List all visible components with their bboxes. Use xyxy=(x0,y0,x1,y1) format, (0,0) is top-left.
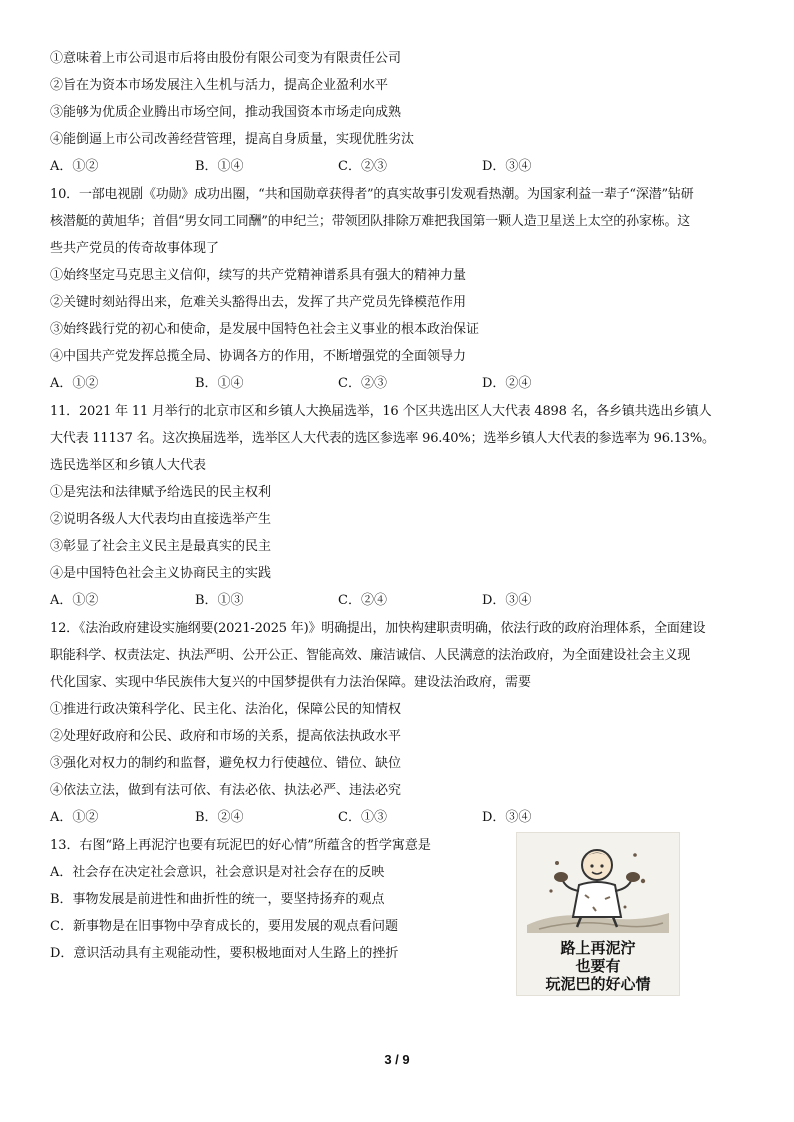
q9-item-1: ①意味着上市公司退市后将由股份有限公司变为有限责任公司 xyxy=(50,51,402,66)
q10-item-2: ②关键时刻站得出来，危难关头豁得出去，发挥了共产党员先锋模范作用 xyxy=(50,295,467,310)
q11-item-2: ②说明各级人大代表均由直接选举产生 xyxy=(50,512,272,527)
q10-item-4: ④中国共产党发挥总揽全局、协调各方的作用，不断增强党的全面领导力 xyxy=(50,349,467,364)
q12-options xyxy=(50,809,750,827)
q13-choice-d: D．意识活动具有主观能动性，要积极地面对人生路上的挫折 xyxy=(50,946,399,961)
q13-stem: 13．右图“路上再泥泞也要有玩泥巴的好心情”所蕴含的哲学寓意是 xyxy=(50,838,431,853)
q9-options xyxy=(50,158,750,176)
q10-option-b: B．①④ xyxy=(195,376,244,391)
q9-option-a: A．①② xyxy=(50,159,99,174)
q11-item-1: ①是宪法和法律赋予给选民的民主权利 xyxy=(50,485,272,500)
q9-option-d: D．③④ xyxy=(482,159,532,174)
q11-item-4: ④是中国特色社会主义协商民主的实践 xyxy=(50,566,272,581)
illustration-caption-line-3: 玩泥巴的好心情 xyxy=(545,975,651,993)
q12-stem-line-3: 代化国家、实现中华民族伟大复兴的中国梦提供有力法治保障。建设法治政府，需要 xyxy=(50,675,532,690)
q12-item-3: ③强化对权力的制约和监督，避免权力行使越位、错位、缺位 xyxy=(50,756,402,771)
q11-option-c: C．②④ xyxy=(338,593,387,608)
q9-option-b: B．①④ xyxy=(195,159,244,174)
q10-option-d: D．②④ xyxy=(482,376,532,391)
page-number: 3 / 9 xyxy=(384,1052,410,1067)
q9-item-2: ②旨在为资本市场发展注入生机与活力，提高企业盈利水平 xyxy=(50,78,389,93)
q12-item-4: ④依法立法，做到有法可依、有法必依、执法必严、违法必究 xyxy=(50,783,402,798)
q11-stem-line-2: 大代表 11137 名。这次换届选举，选举区人大代表的选区参选率 96.40%；选举乡镇人大代表的参选率为 96.13%。 xyxy=(50,431,715,446)
q10-options xyxy=(50,375,750,393)
q11-option-b: B．①③ xyxy=(195,593,244,608)
q13-choice-c: C．新事物是在旧事物中孕育成长的，要用发展的观点看问题 xyxy=(50,919,398,934)
q10-item-1: ①始终坚定马克思主义信仰，续写的共产党精神谱系具有强大的精神力量 xyxy=(50,268,467,283)
q11-item-3: ③彰显了社会主义民主是最真实的民主 xyxy=(50,539,272,554)
q11-option-d: D．③④ xyxy=(482,593,532,608)
q11-option-a: A．①② xyxy=(50,593,99,608)
q12-option-d: D．③④ xyxy=(482,810,532,825)
q9-option-c: C．②③ xyxy=(338,159,387,174)
q10-item-3: ③始终践行党的初心和使命，是发展中国特色社会主义事业的根本政治保证 xyxy=(50,322,480,337)
q13-choice-b: B．事物发展是前进性和曲折性的统一，要坚持扬弃的观点 xyxy=(50,892,385,907)
q10-option-a: A．①② xyxy=(50,376,99,391)
illustration-caption-line-1: 路上再泥泞 xyxy=(560,939,636,957)
q12-item-2: ②处理好政府和公民、政府和市场的关系，提高依法执政水平 xyxy=(50,729,402,744)
q11-stem-line-1: 11．2021 年 11 月举行的北京市区和乡镇人大换届选举，16 个区共选出区人大代表 4898 名，各乡镇共选出乡镇人 xyxy=(50,404,712,419)
q10-option-c: C．②③ xyxy=(338,376,387,391)
q9-item-3: ③能够为优质企业腾出市场空间，推动我国资本市场走向成熟 xyxy=(50,105,402,120)
q12-option-a: A．①② xyxy=(50,810,99,825)
q9-item-4: ④能倒逼上市公司改善经营管理，提高自身质量，实现优胜劣汰 xyxy=(50,132,415,147)
q11-stem-line-3: 选民选举区和乡镇人大代表 xyxy=(50,458,207,473)
q12-stem-line-2: 职能科学、权责法定、执法严明、公开公正、智能高效、廉洁诚信、人民满意的法治政府，为全面建设社会主义现 xyxy=(50,648,691,663)
q10-stem-line-1: 10．一部电视剧《功勋》成功出圈，“共和国勋章获得者”的真实故事引发观看热潮。为国家利益一辈子“深潜”钻研 xyxy=(50,187,694,202)
q12-stem-line-1: 12．《法治政府建设实施纲要(2021-2025 年)》明确提出，加快构建职责明确，依法行政的政府治理体系，全面建设 xyxy=(50,621,706,636)
mud-play-illustration xyxy=(516,832,680,996)
q13-choice-a: A．社会存在决定社会意识，社会意识是对社会存在的反映 xyxy=(50,865,385,880)
q12-option-c: C．①③ xyxy=(338,810,387,825)
q10-stem-line-2: 核潜艇的黄旭华；首倡“男女同工同酬”的申纪兰；带领团队排除万难把我国第一颗人造卫星送上太空的孙家栋。这 xyxy=(50,214,691,229)
child-with-mud-icon xyxy=(517,833,679,937)
q12-item-1: ①推进行政决策科学化、民主化、法治化，保障公民的知情权 xyxy=(50,702,402,717)
illustration-caption-line-2: 也要有 xyxy=(575,957,621,975)
q12-option-b: B．②④ xyxy=(195,810,244,825)
q10-stem-line-3: 些共产党员的传奇故事体现了 xyxy=(50,241,220,256)
q11-options xyxy=(50,592,750,610)
